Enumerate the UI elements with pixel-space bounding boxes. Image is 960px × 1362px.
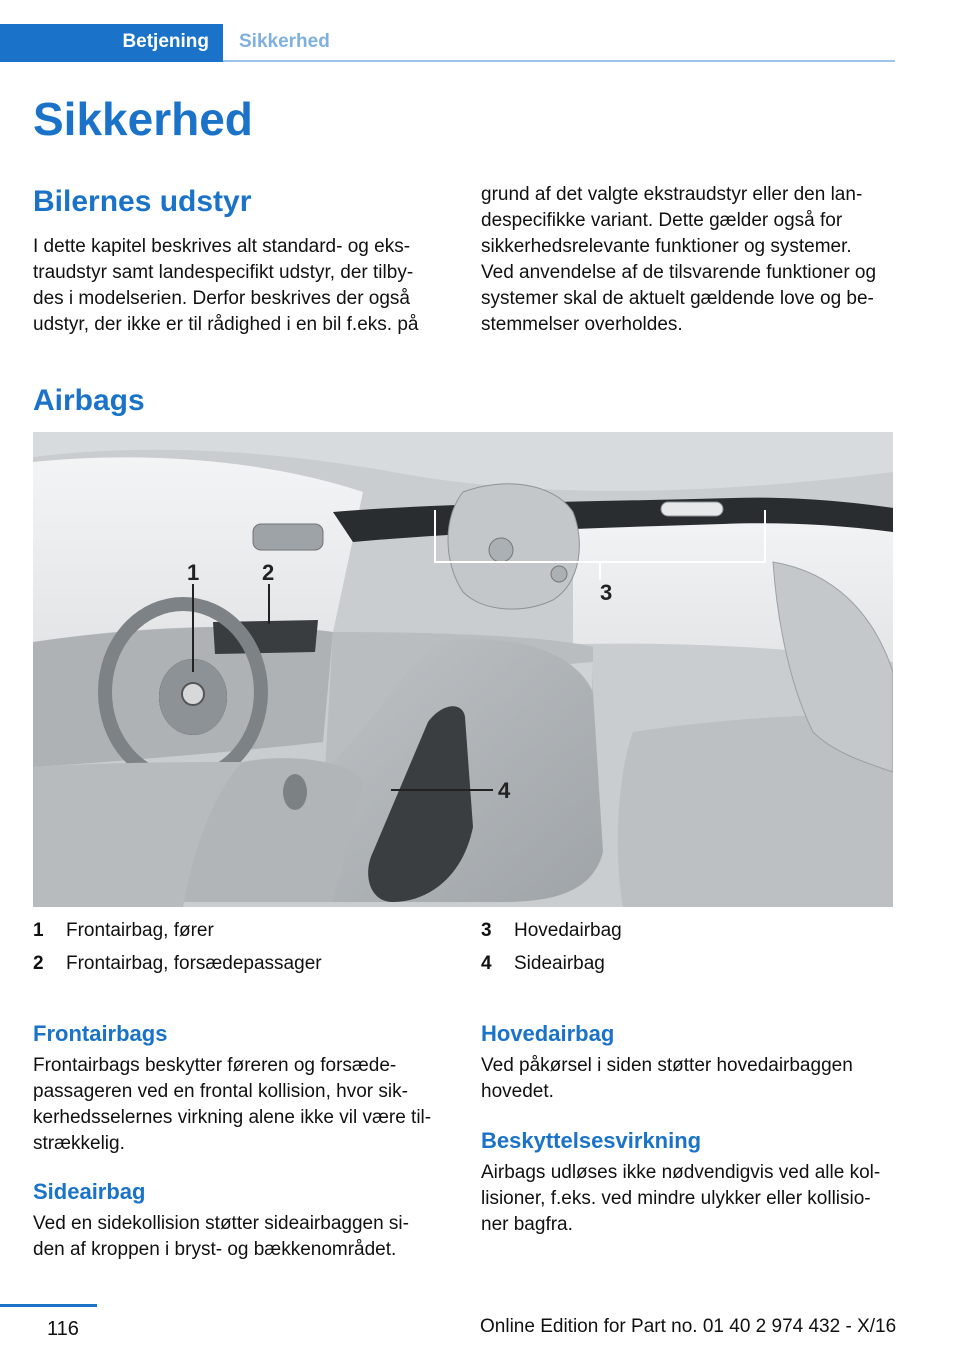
figure-label-4: 4 xyxy=(498,778,511,803)
equipment-text-col2 xyxy=(481,182,876,338)
tab-betjening-label: Betjening xyxy=(122,31,209,52)
text-line: ner bagfra. xyxy=(481,1214,573,1235)
legend-number: 3 xyxy=(481,920,492,941)
sideairbag-text xyxy=(33,1211,409,1263)
text-line: des i modelserien. Derfor beskrives der også xyxy=(33,288,411,309)
text-line: despecifikke variant. Dette gælder også for xyxy=(481,210,843,231)
text-line: udstyr, der ikke er til rådighed i en bil f.eks. på xyxy=(33,314,419,335)
frontairbags-text xyxy=(33,1053,431,1157)
text-line: lisioner, f.eks. ved mindre ulykker eller kollisio- xyxy=(481,1188,871,1209)
text-line: I dette kapitel beskrives alt standard- og eks- xyxy=(33,236,411,257)
figure-label-3: 3 xyxy=(600,580,613,605)
heading-beskyttelsesvirkning: Beskyttelsesvirkning xyxy=(481,1128,702,1153)
text-line: Ved påkørsel i siden støtter hovedairbaggen xyxy=(481,1055,853,1076)
tab-betjening[interactable] xyxy=(0,24,223,62)
text-line: systemer skal de aktuelt gældende love og be- xyxy=(481,288,874,309)
text-line: grund af det valgte ekstraudstyr eller den lan- xyxy=(481,184,863,205)
text-line: Ved en sidekollision støtter sideairbaggen si- xyxy=(33,1213,409,1234)
legend-text: Hovedairbag xyxy=(514,920,622,941)
page-number-bar xyxy=(0,1304,97,1307)
text-line: stemmelser overholdes. xyxy=(481,314,683,335)
heading-bilernes-udstyr: Bilernes udstyr xyxy=(33,185,252,218)
heading-sideairbag: Sideairbag xyxy=(33,1179,146,1204)
text-line: den af kroppen i bryst- og bækkenområdet. xyxy=(33,1239,397,1260)
text-line: sikkerhedsrelevante funktioner og systemer. xyxy=(481,236,852,257)
figure-label-1: 1 xyxy=(187,560,200,585)
header-divider xyxy=(223,60,895,62)
equipment-text-col1 xyxy=(33,234,418,338)
text-line: traudstyr samt landespecifikt udstyr, der tilby- xyxy=(33,262,414,283)
tab-sikkerhed[interactable]: Sikkerhed xyxy=(239,31,330,52)
legend-number: 4 xyxy=(481,953,492,974)
edition-footer: Online Edition for Part no. 01 40 2 974 432 - X/16 xyxy=(480,1316,897,1337)
text-line: hovedet. xyxy=(481,1081,554,1102)
legend-text: Frontairbag, forsædepassager xyxy=(66,953,322,974)
legend-number: 2 xyxy=(33,953,44,974)
car-interior-drawing xyxy=(33,432,893,907)
heading-hovedairbag: Hovedairbag xyxy=(481,1021,615,1046)
header-tabs xyxy=(0,24,895,62)
airbag-illustration xyxy=(33,432,893,907)
hovedairbag-text xyxy=(481,1053,853,1105)
page-title: Sikkerhed xyxy=(33,93,253,145)
heading-frontairbags: Frontairbags xyxy=(33,1021,168,1046)
legend-text: Sideairbag xyxy=(514,953,605,974)
legend-text: Frontairbag, fører xyxy=(66,920,214,941)
text-line: passageren ved en frontal kollision, hvor sik- xyxy=(33,1081,408,1102)
heading-airbags: Airbags xyxy=(33,384,145,417)
text-line: strækkelig. xyxy=(33,1133,125,1154)
text-line: kerhedsselernes virkning alene ikke vil være til- xyxy=(33,1107,432,1128)
legend-number: 1 xyxy=(33,920,44,941)
text-line: Ved anvendelse af de tilsvarende funktioner og xyxy=(481,262,877,283)
text-line: Frontairbags beskytter føreren og forsæde- xyxy=(33,1055,397,1076)
figure-label-2: 2 xyxy=(262,560,275,585)
page-number: 116 xyxy=(47,1318,79,1340)
text-line: Airbags udløses ikke nødvendigvis ved alle kol- xyxy=(481,1162,881,1183)
beskyttelse-text xyxy=(481,1160,880,1238)
